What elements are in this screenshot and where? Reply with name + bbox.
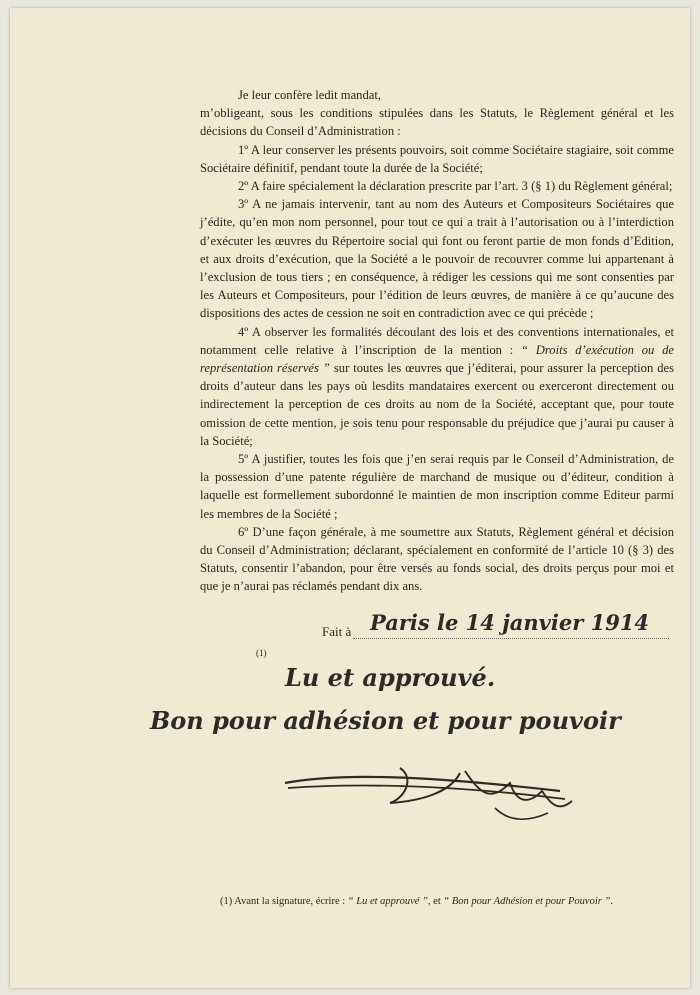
- fait-dotted-line: [353, 638, 669, 639]
- item-4-text-a: 4º A observer les formalités découlant des lois et des conventions internationales, et notamment celle relative à l’inscription de la mention :: [200, 324, 674, 357]
- paragraph-item-1: 1º A leur conserver les présents pouvoirs, soit comme Sociétaire stagiaire, soit comme Sociétaire définitif, pendant toute la durée de la Société;: [200, 142, 674, 175]
- footnote: [220, 896, 613, 907]
- signature-drawing: [280, 763, 590, 843]
- body-text: [200, 86, 674, 596]
- paragraph-obligation: m’obligeant, sous les conditions stipulées dans les Statuts, le Règlement général et les décisions du Conseil d’Administration :: [200, 106, 674, 139]
- paragraph-item-5: 5º A justifier, toutes les fois que j’en serai requis par le Conseil d’Administration, de la possession d’une patente régulière de marchand de musique ou d’éditeur, condition à laquelle est formellement subordonné le maintien de mon inscription comme Editeur parmi les membres de la Société ;: [200, 452, 674, 521]
- footnote-lu-approuve: “ Lu et approuvé ”: [347, 896, 428, 907]
- handwritten-lu-approuve: Lu et approuvé.: [285, 663, 496, 692]
- paragraph-item-4: [200, 323, 674, 450]
- footnote-bon-pour: “ Bon pour Adhésion et pour Pouvoir ”: [443, 896, 611, 907]
- paragraph-item-3: 3º A ne jamais intervenir, tant au nom des Auteurs et Compositeurs Sociétaires que j’édite, qu’en mon nom personnel, pour tout ce qui a trait à l’autorisation ou à l’interdiction d’exécuter les œuvres du Répertoire social qui font ou feront partie de mon fonds d’Edition, et aux droits d’exécution, que la Société a le pouvoir de recouvrer comme lui appartenant à l’exclusion de tous tiers ; en conséquence, à rédiger les cessions qui me sont consenties par les Auteurs et Compositeurs, pour l’édition de leurs œuvres, de manière à ce qu’aucune des dispositions des actes de cession ne soit en contradiction avec ce qui précède ;: [200, 197, 674, 321]
- handwritten-place-date: Paris le 14 janvier 1914: [370, 610, 650, 635]
- footnote-text-e: .: [610, 896, 613, 907]
- item-4-text-c: sur toutes les œuvres que j’éditerai, pour assurer la perception des droits d’auteur dans les pays où lesdits mandataires exercent ou exerceront directement ou indirectement la perception de ces droits au nom de la Société, acceptant que, pour toute omission de cette mention, je sois tenu pour responsable du préjudice que j’aurai pu causer à la Société;: [200, 361, 675, 448]
- handwritten-bon-pour-adhesion: Bon pour adhésion et pour pouvoir: [150, 706, 621, 735]
- fait-label: Fait à: [322, 624, 352, 639]
- paragraph-item-6: 6º D’une façon générale, à me soumettre aux Statuts, Règlement général et décision du Conseil d’Administration; déclarant, spécialement en conformité de l’article 10 (§ 3) des Statuts, consentir l’abandon, pour être versés au fonds social, des droits perçus pour moi et que je n’aurai pas réclamés pendant dix ans.: [200, 524, 674, 594]
- footnote-text-a: (1) Avant la signature, écrire :: [220, 896, 348, 907]
- paragraph-intro: Je leur confère ledit mandat,: [238, 88, 382, 102]
- document-page: [10, 8, 690, 988]
- footnote-mark: (1): [256, 648, 267, 658]
- footnote-text-c: , et: [427, 896, 444, 907]
- item-4-mention: “ Droits d’exécution ou de représentation réservés ”: [200, 342, 674, 376]
- paragraph-item-2: 2º A faire spécialement la déclaration prescrite par l’art. 3 (§ 1) du Règlement général;: [238, 179, 673, 194]
